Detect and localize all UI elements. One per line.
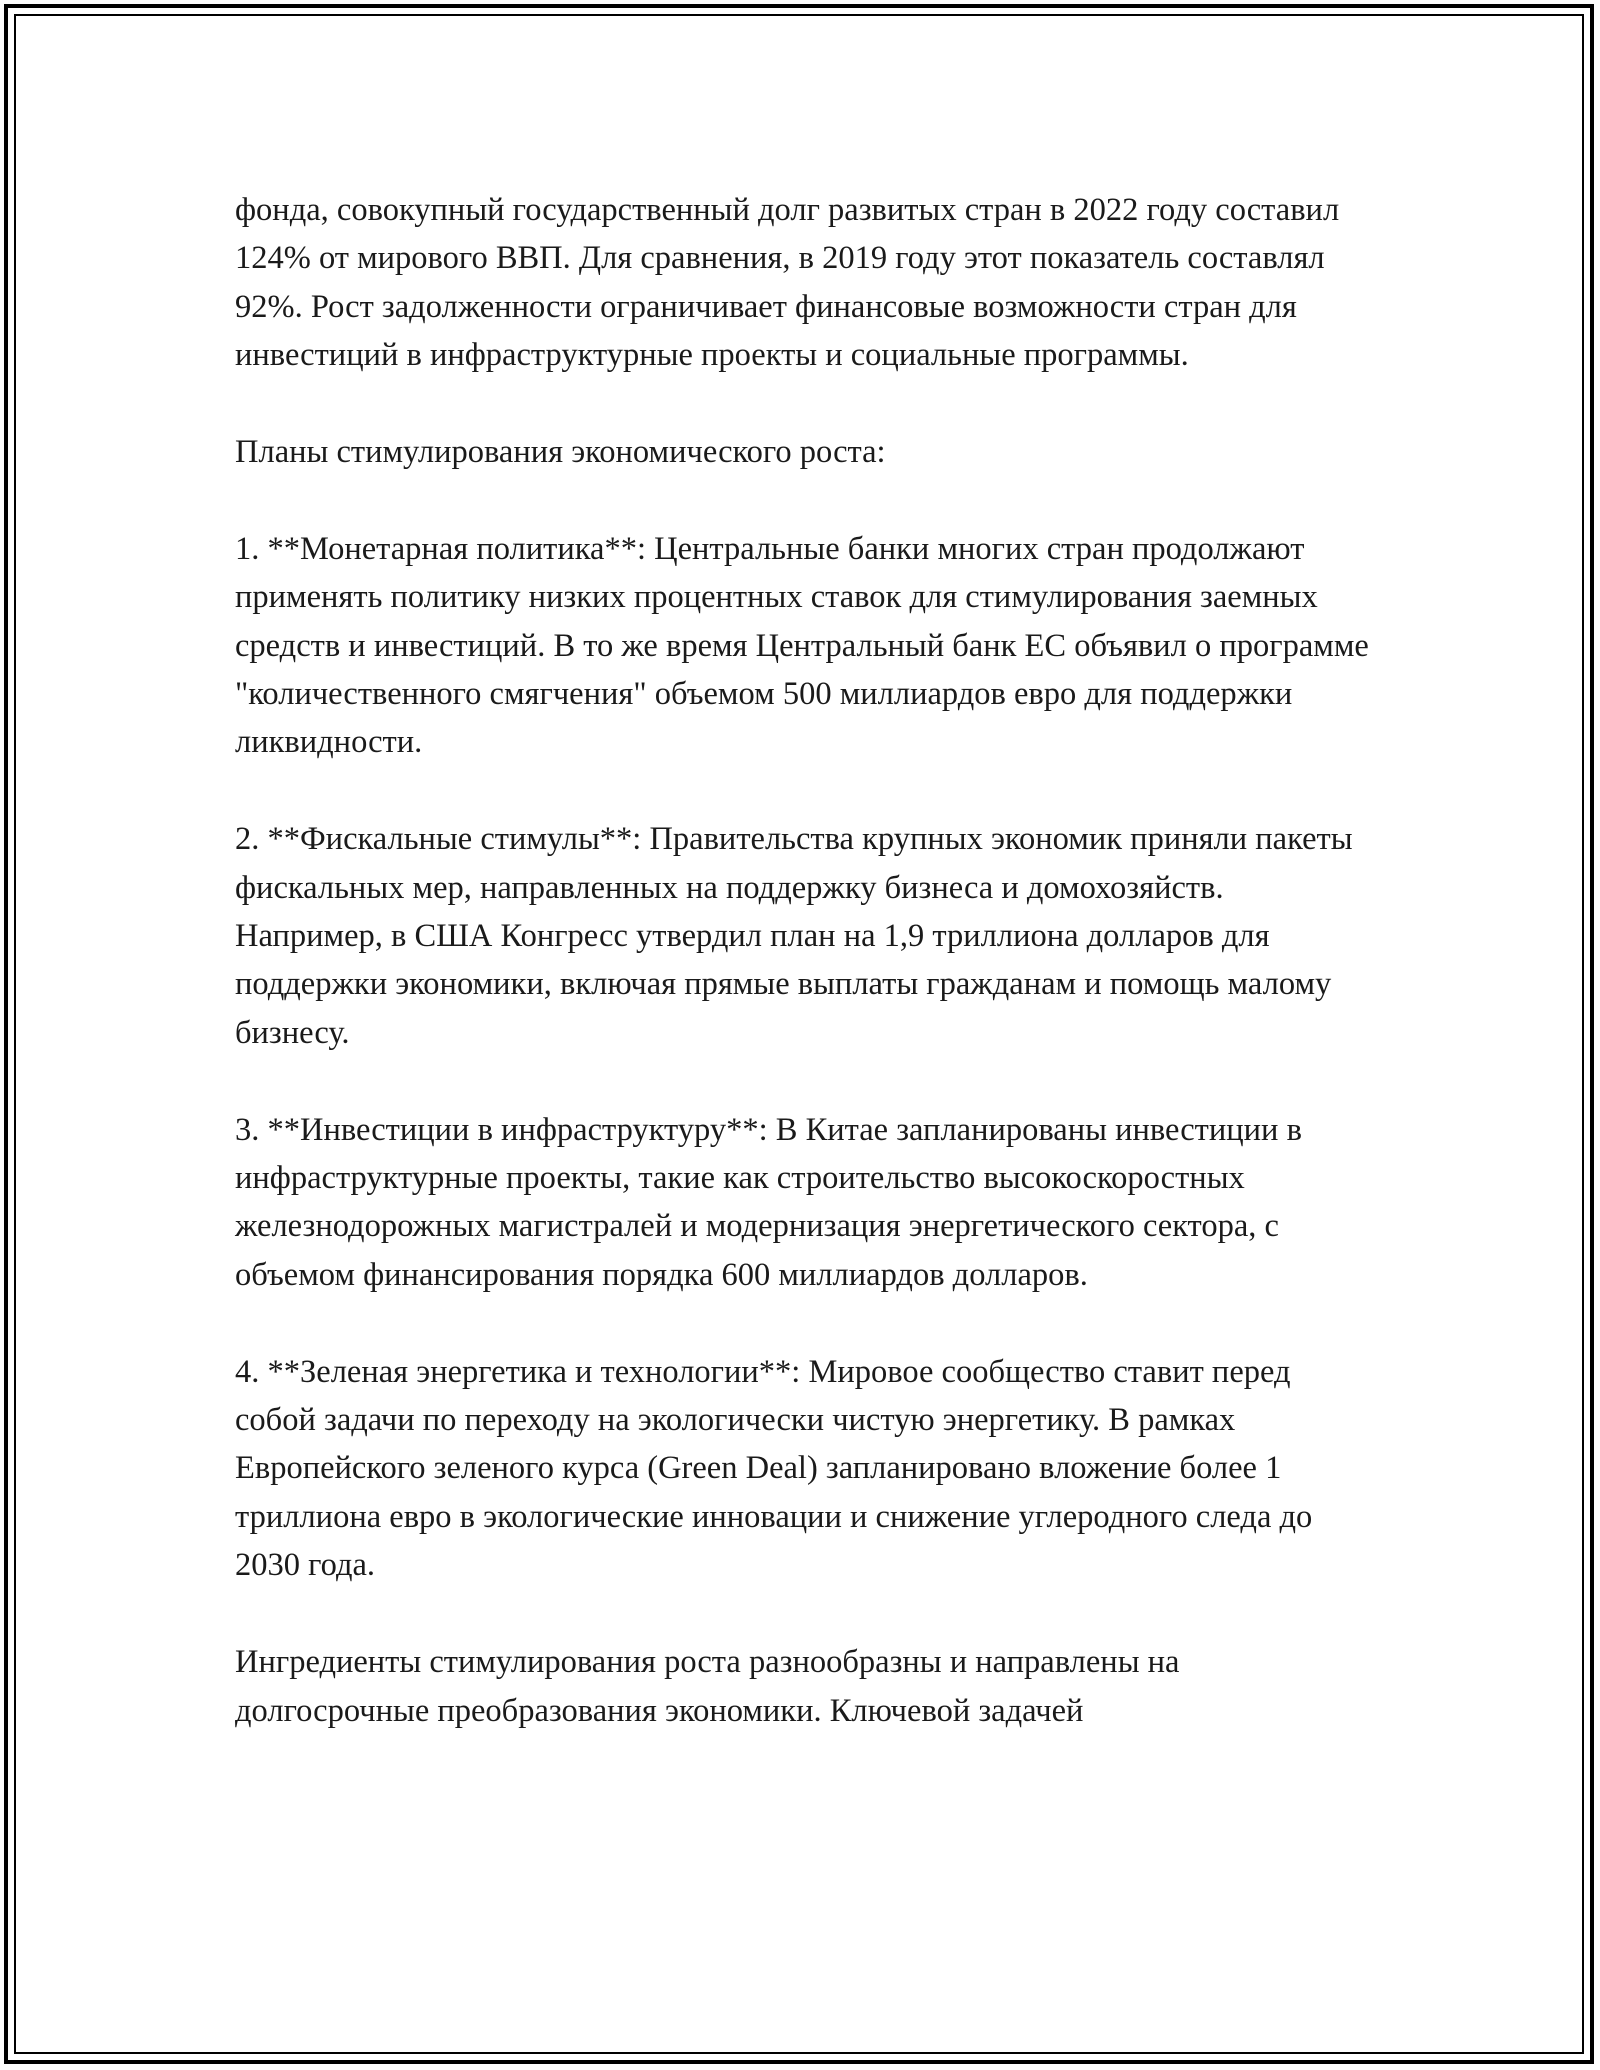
list-item-fiscal-stimulus: 2. **Фискальные стимулы**: Правительства крупных экономик приняли пакеты фискальных мер, направленных на поддержку бизнеса и домохозяйств. Например, в США Конгресс утвердил план на 1,9 триллиона долларов для поддержки экономики, включая прямые выплаты гражданам и помощь малому бизнесу. bbox=[235, 821, 1353, 1051]
section-heading-growth-plans: Планы стимулирования экономического роста: bbox=[235, 434, 886, 471]
list-item-green-energy: 4. **Зеленая энергетика и технологии**: Мировое сообщество ставит перед собой задачи по переходу на экологически чистую энергетику. В рамках Европейского зеленого курса (Green Deal) запланировано вложение более 1 триллиона евро в экологические инновации и снижение углеродного следа до 2030 года. bbox=[235, 1353, 1313, 1584]
list-item-monetary-policy: 1. **Монетарная политика**: Центральные банки многих стран продолжают применять политику низких процентных ставок для стимулирования заемных средств и инвестиций. В то же время Центральный банк ЕС объявил о программе "количественного смягчения" объемом 500 миллиардов евро для поддержки ликвидности. bbox=[235, 530, 1369, 761]
paragraph-debt-intro: фонда, совокупный государственный долг развитых стран в 2022 году составил 124% от мирового ВВП. Для сравнения, в 2019 году этот показатель составлял 92%. Рост задолженности ограничивает финансовые возможности стран для инвестиций в инфраструктурные проекты и социальные программы. bbox=[235, 192, 1340, 374]
paragraph-conclusion: Ингредиенты стимулирования роста разнообразны и направлены на долгосрочные преобразования экономики. Ключевой задачей bbox=[235, 1644, 1180, 1729]
list-item-infrastructure: 3. **Инвестиции в инфраструктуру**: В Китае запланированы инвестиции в инфраструктурные проекты, такие как строительство высокоскоростных железнодорожных магистралей и модернизация энергетического сектора, с объемом финансирования порядка 600 миллиардов долларов. bbox=[235, 1111, 1302, 1293]
document-body bbox=[235, 186, 1375, 1735]
